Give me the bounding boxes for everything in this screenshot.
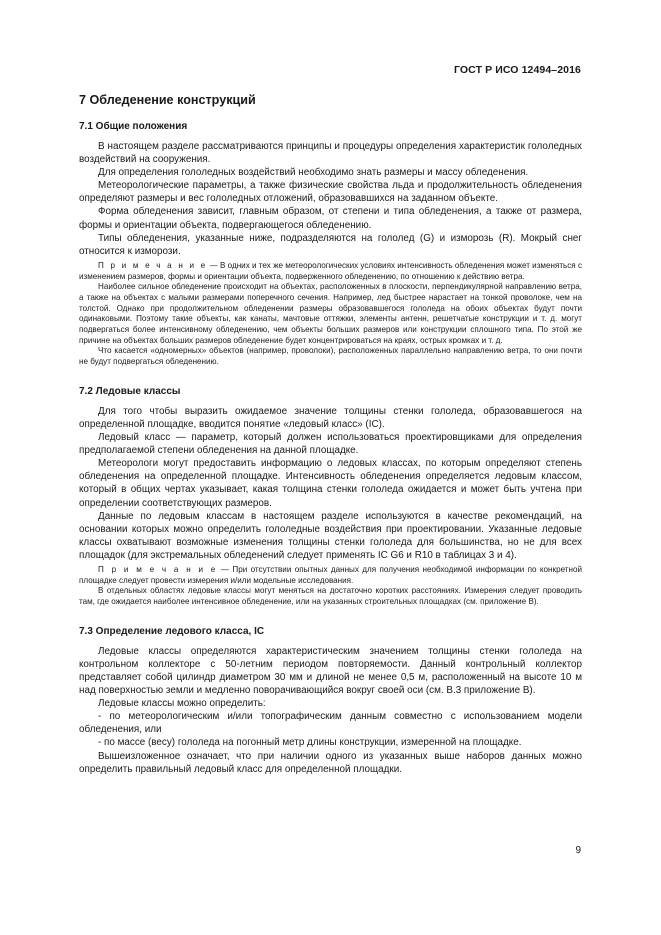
subsection-title-7-3: 7.3 Определение ледового класса, IC [79, 625, 265, 637]
note-label: П р и м е ч а н и е [98, 260, 208, 270]
note-paragraph: В отдельных областях ледовые классы могут меняться на достаточно коротких расстояниях. Измерения следует проводить там, где ожидается наиболее интенсивное обледенение, или на указанных строительных площадках (см. приложение В). [79, 586, 582, 607]
standard-header: ГОСТ Р ИСО 12494–2016 [453, 64, 581, 76]
page-number: 9 [575, 845, 581, 856]
paragraph: Для определения гололедных воздействий необходимо знать размеры и массу обледенения. [98, 167, 529, 179]
paragraph: Ледовые классы определяются характеристическим значением толщины стенки гололеда на контрольном коллекторе с 50-летним периодом повторяемости. Данный контрольный коллектор представляет собой цилиндр диаметром 30 мм и длиной не менее 0,5 м, расположенный на высоте 10 м над поверхностью земли и медленно поворачивающийся вокруг своей оси (см. В.3 приложение В). [79, 645, 582, 697]
subsection-title-7-2: 7.2 Ледовые классы [79, 385, 181, 397]
section-title: 7 Обледенение конструкций [79, 93, 256, 107]
subsection-title-7-1: 7.1 Общие положения [79, 121, 188, 132]
paragraph: Вышеизложенное означает, что при наличии одного из указанных выше наборов данных можно определить правильный ледовый класс для определенной площадки. [79, 750, 582, 775]
note-paragraph: Наиболее сильное обледенение происходит на объектах, расположенных в плоскости, перпендикулярной направлению ветра, а также на объектах с малыми размерами поперечного сечения. Например, лед быстрее нарастает на тонкой проволоке, чем на толстой. Однако при продолжительном обледенении размеры образовавшегося гололеда на обоих объектах будут почти одинаковыми. Поэтому такие объекты, как канаты, мачтовые оттяжки, элементы антенн, решетчатые конструкции и т. д. могут подвергаться более интенсивному обледенению, чем объекты больших размеров или конструкции сплошного типа. По этой же причине на объектах больших размеров обледенение будет концентрироваться на краях, острых кромках и т. д. [79, 282, 582, 345]
note [79, 565, 582, 586]
note [79, 261, 582, 282]
page-content [79, 93, 582, 776]
paragraph: Для того чтобы выразить ожидаемое значение толщины стенки гололеда, образовавшегося на определенной площадке, вводится понятие «ледовый класс» (IC). [79, 405, 582, 430]
note-text: — При отсутствии опытных данных для получения необходимой информации по конкретной площадке следует провести измерения и/или модельные исследования. [79, 565, 582, 585]
note-paragraph: Что касается «одномерных» объектов (например, проволоки), расположенных параллельно направлению ветра, то они почти не будут подвергаться обледенению. [79, 346, 582, 367]
paragraph: В настоящем разделе рассматриваются принципы и процедуры определения характеристик гололедных воздействий на сооружения. [79, 141, 582, 166]
paragraph: Метеорологические параметры, а также физические свойства льда и продолжительность обледенения определяют размеры и вес гололедных отложений, образовавшихся на заданном объекте. [79, 180, 582, 205]
paragraph: Метеорологи могут предоставить информацию о ледовых классах, по которым определяют степень обледенения на определенной площадке. Интенсивность обледенения определяется ледовым классом, который в общих чертах указывает, какая толщина стенки гололеда ожидается и может быть учтена при определении соответствующих размеров. [79, 458, 582, 509]
paragraph: Типы обледенения, указанные ниже, подразделяются на гололед (G) и изморозь (R). Мокрый снег относится к изморози. [79, 232, 582, 257]
paragraph: Форма обледенения зависит, главным образом, от степени и типа обледенения, а также от размера, формы и ориентации объекта, подвергающегося обледенению. [79, 206, 582, 231]
note-text: — В одних и тех же метеорологических условиях интенсивность обледенения может изменяться с изменением размеров, формы и ориентации объекта, подверженного обледенению, по отношению к действию ветра. [79, 260, 583, 281]
list-item: - по метеорологическим и/или топографическим данным совместно с использованием модели обледенения, или [79, 711, 582, 736]
paragraph: Данные по ледовым классам в настоящем разделе используются в качестве рекомендаций, на основании которых можно определить гололедные воздействия при проектировании. Указанные ледовые классы охватывают возможные изменения толщины стенки гололеда для большинства, но не для всех площадок (для экстремальных обледенений следует применять IC G6 и R10 в таблицах 3 и 4). [79, 510, 582, 561]
paragraph: Ледовый класс — параметр, который должен использоваться проектировщиками для определения предполагаемой степени обледенения на данной площадке. [79, 432, 582, 457]
paragraph: Ледовые классы можно определить: [98, 698, 266, 710]
note-label: П р и м е ч а н и е [98, 565, 218, 574]
list-item: - по массе (весу) гололеда на погонный метр длины конструкции, измеренной на площадке. [98, 737, 522, 749]
